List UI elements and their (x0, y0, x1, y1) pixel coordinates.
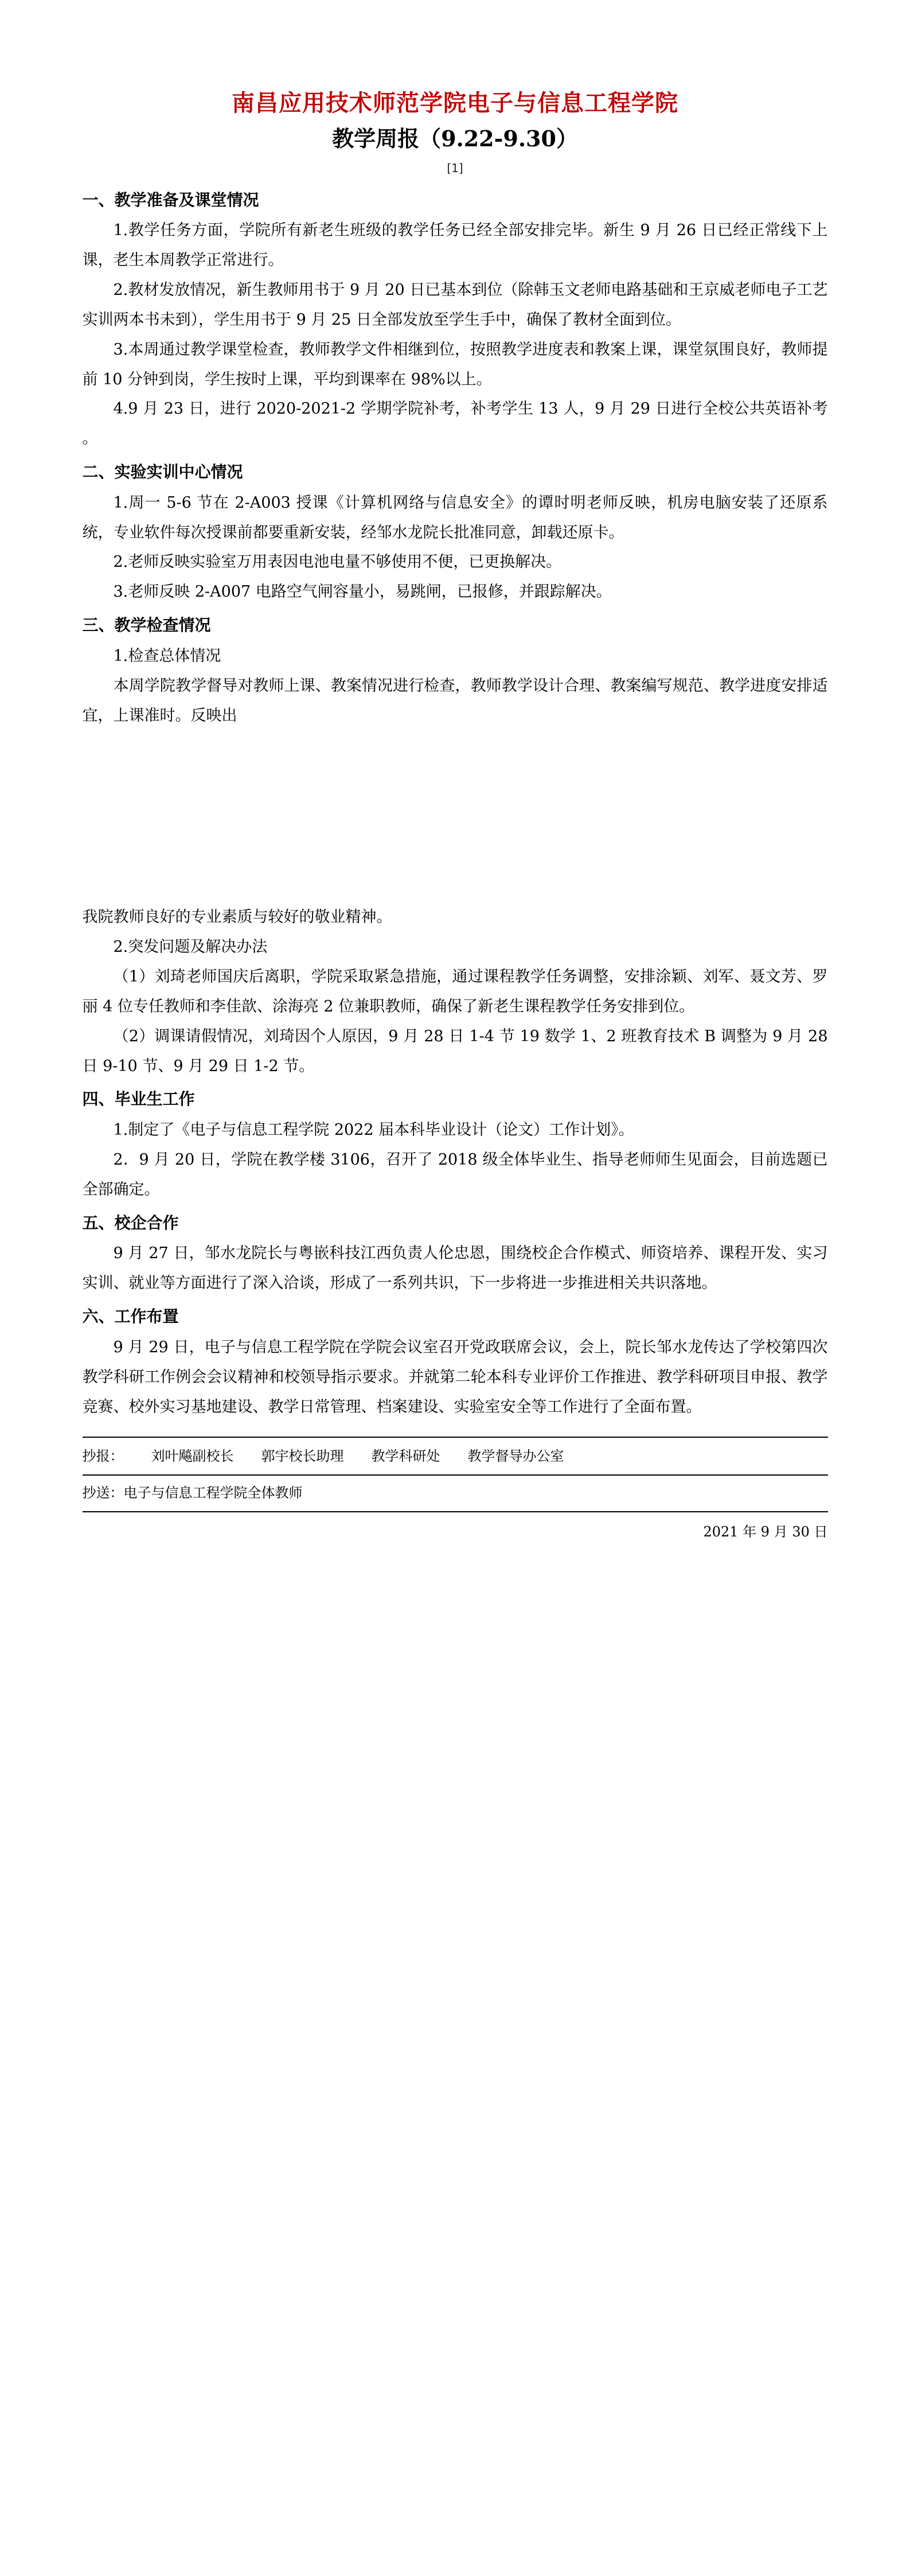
page-break-gap (83, 730, 828, 902)
section-heading-2: 二、实验实训中心情况 (82, 462, 243, 482)
paragraph: 我院教师良好的专业素质与较好的敬业精神。 (82, 908, 392, 927)
paragraph: 2.教材发放情况，新生教师用书于 9 月 20 日已基本到位（除韩玉文老师电路基础和王京威老师电子工艺实训两本书未到），学生用书于 9 月 25 日全部发放至学生手中，确保了教材全面到位。 (82, 281, 828, 329)
paragraph: 9 月 29 日，电子与信息工程学院在学院会议室召开党政联席会议，会上，院长邹水龙传达了学校第四次教学科研工作例会会议精神和校领导指示要求。并就第二轮本科专业评价工作推进、教学科研项目申报、教学竞赛、校外实习基地建设、教学日常管理、档案建设、实验室安全等工作进行了全面布置。 (82, 1338, 828, 1416)
footer-date: 2021 年 9 月 30 日 (703, 1523, 828, 1540)
paragraph: 3.本周通过教学课堂检查，教师教学文件相继到位，按照教学进度表和教案上课，课堂氛围良好，教师提前 10 分钟到岗，学生按时上课，平均到课率在 98%以上。 (82, 340, 828, 388)
section-heading-3: 三、教学检查情况 (82, 616, 211, 635)
paragraph: 1.周一 5-6 节在 2-A003 授课《计算机网络与信息安全》的谭时明老师反映，机房电脑安装了还原系统，专业软件每次授课前都要重新安装，经邹水龙院长批准同意，卸载还原卡。 (82, 493, 828, 542)
paragraph: （2）调课请假情况，刘琦因个人原因，9 月 28 日 1-4 节 19 数学 1、2 班教育技术 B 调整为 9 月 28 日 9-10 节、9 月 29 日 1-2 节。 (82, 1027, 828, 1075)
footer-send-label: 抄送： (82, 1484, 124, 1501)
paragraph: 1.教学任务方面，学院所有新老生班级的教学任务已经全部安排完毕。新生 9 月 26 日已经正常线下上课，老生本周教学正常进行。 (82, 221, 828, 270)
footer-cc-row (83, 1443, 828, 1476)
paragraph: 2.老师反映实验室万用表因电池电量不够使用不便，已更换解决。 (113, 553, 562, 571)
paragraph: （1）刘琦老师国庆后离职，学院采取紧急措施，通过课程教学任务调整，安排涂颖、刘军、聂文芳、罗丽 4 位专任教师和李佳歆、涂海亮 2 位兼职教师，确保了新老生课程教学任务安排到位。 (82, 968, 828, 1015)
footer-cc-item: 郭宇校长助理 (261, 1448, 344, 1465)
footer-cc-label: 抄报： (82, 1448, 124, 1465)
section-heading-1: 一、教学准备及课堂情况 (82, 190, 259, 209)
section-heading-4: 四、毕业生工作 (82, 1089, 195, 1109)
page-subtitle: 教学周报（9.22-9.30） (332, 126, 578, 151)
footer-send-item: 电子与信息工程学院全体教师 (123, 1484, 303, 1501)
paragraph: 2．9 月 20 日，学院在教学楼 3106，召开了 2018 级全体毕业生、指导老师师生见面会，目前选题已全部确定。 (82, 1151, 828, 1198)
paragraph: 本周学院教学督导对教师上课、教案情况进行检查，教师教学设计合理、教案编写规范、教学进度安排适宜，上课准时。反映出 (82, 676, 828, 725)
paragraph: 1.检查总体情况 (113, 647, 221, 665)
document-sheet (83, 86, 828, 1545)
document-footer (83, 1437, 828, 1545)
paragraph: 9 月 27 日，邹水龙院长与粤嵌科技江西负责人伦忠恩，围绕校企合作模式、师资培养、课程开发、实习实训、就业等方面进行了深入洽谈，形成了一系列共识，下一步将进一步推进相关共识落地。 (82, 1244, 828, 1293)
paragraph: 1.制定了《电子与信息工程学院 2022 届本科毕业设计（论文）工作计划》。 (113, 1121, 634, 1139)
footer-cc-item: 教学科研处 (371, 1448, 440, 1465)
paragraph: 3.老师反映 2-A007 电路空气闸容量小，易跳闸，已报修，并跟踪解决。 (113, 583, 612, 601)
section-heading-6: 六、工作布置 (82, 1307, 179, 1326)
footer-cc-item: 教学督导办公室 (467, 1448, 564, 1465)
page-number-marker: [1] (447, 161, 463, 175)
section-heading-5: 五、校企合作 (82, 1213, 179, 1232)
page-title: 南昌应用技术师范学院电子与信息工程学院 (232, 90, 678, 116)
paragraph: 4.9 月 23 日，进行 2020-2021-2 学期学院补考，补考学生 13 人，9 月 29 日进行全校公共英语补考 。 (82, 400, 828, 448)
paragraph: 2.突发问题及解决办法 (113, 938, 268, 956)
footer-cc-item: 刘叶飚副校长 (151, 1448, 234, 1465)
footer-send-row (83, 1480, 828, 1512)
